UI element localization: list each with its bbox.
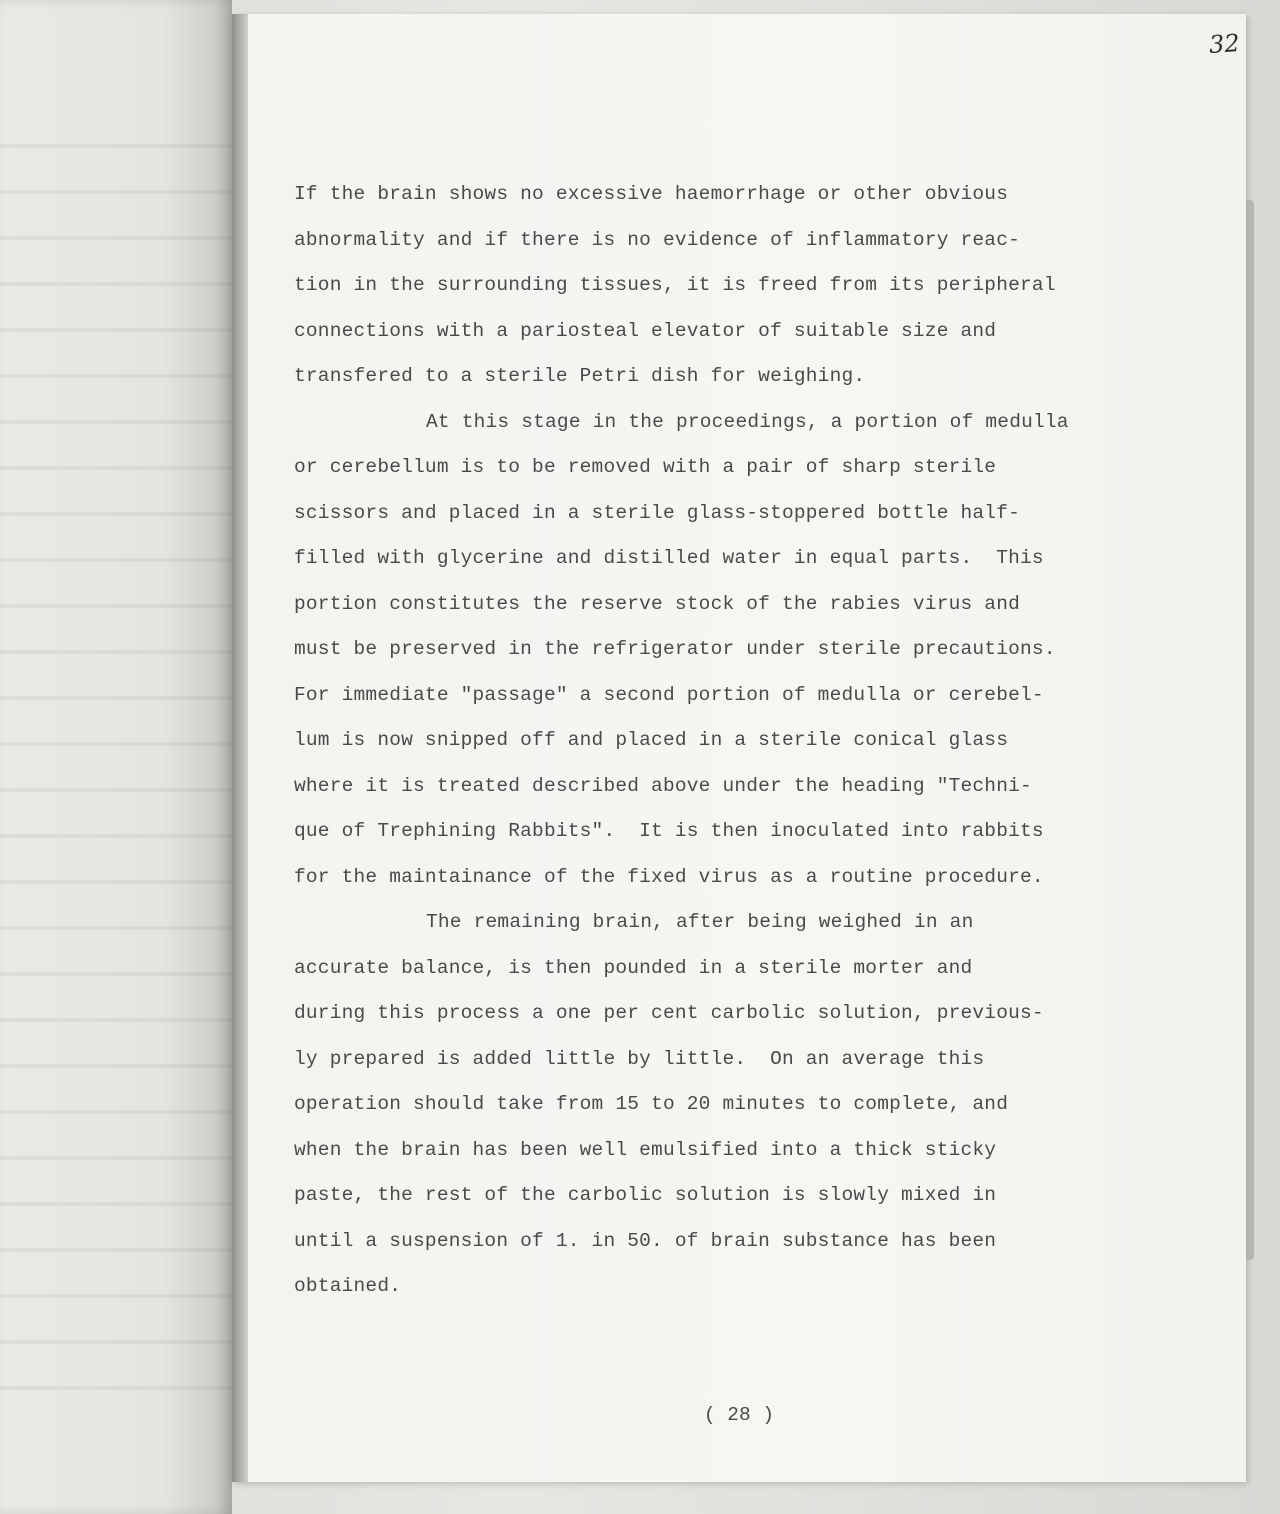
text-line: during this process a one per cent carbolic solution, previous- — [294, 1002, 1044, 1024]
text-line: The remaining brain, after being weighed in an — [426, 911, 974, 933]
text-line: accurate balance, is then pounded in a sterile morter and — [294, 956, 973, 979]
text-line: where it is treated described above under the heading "Techni- — [294, 774, 1032, 797]
text-line: transfered to a sterile Petri dish for weighing. — [294, 365, 866, 387]
text-line: filled with glycerine and distilled water in equal parts. This — [294, 547, 1044, 569]
text-line: tion in the surrounding tissues, it is freed from its peripheral — [294, 274, 1056, 296]
text-line: lum is now snipped off and placed in a sterile conical glass — [294, 729, 1009, 751]
text-line: for the maintainance of the fixed virus as a routine procedure. — [294, 865, 1044, 888]
page-number: ( 28 ) — [703, 1404, 775, 1426]
document-page — [232, 14, 1246, 1482]
text-line: If the brain shows no excessive haemorrhage or other obvious — [294, 183, 1009, 205]
handwritten-folio-number: 32 — [1208, 28, 1241, 60]
left-facing-page — [0, 0, 232, 1514]
text-line: or cerebellum is to be removed with a pair of sharp sterile — [294, 456, 997, 478]
text-line: scissors and placed in a sterile glass-stoppered bottle half- — [294, 501, 1021, 524]
text-line: For immediate "passage" a second portion of medulla or cerebel- — [294, 683, 1044, 706]
text-line: paste, the rest of the carbolic solution is slowly mixed in — [294, 1184, 997, 1206]
text-line: operation should take from 15 to 20 minutes to complete, and — [294, 1093, 1009, 1115]
text-line: must be preserved in the refrigerator under sterile precautions. — [294, 638, 1056, 660]
left-page-show-through — [0, 110, 232, 1410]
text-line: obtained. — [294, 1275, 402, 1297]
text-line: At this stage in the proceedings, a portion of medulla — [426, 410, 1069, 433]
body-text — [294, 172, 1174, 1310]
text-line: abnormality and if there is no evidence of inflammatory reac- — [294, 228, 1021, 251]
text-line: ly prepared is added little by little. On an average this — [294, 1047, 985, 1070]
text-line: when the brain has been well emulsified into a thick sticky — [294, 1138, 997, 1161]
text-line: connections with a pariosteal elevator of suitable size and — [294, 319, 997, 342]
text-line: que of Trephining Rabbits". It is then inoculated into rabbits — [294, 820, 1044, 842]
text-line: until a suspension of 1. in 50. of brain substance has been — [294, 1229, 997, 1252]
text-line: portion constitutes the reserve stock of the rabies virus and — [294, 592, 1021, 615]
page-binding-edge — [232, 14, 248, 1482]
